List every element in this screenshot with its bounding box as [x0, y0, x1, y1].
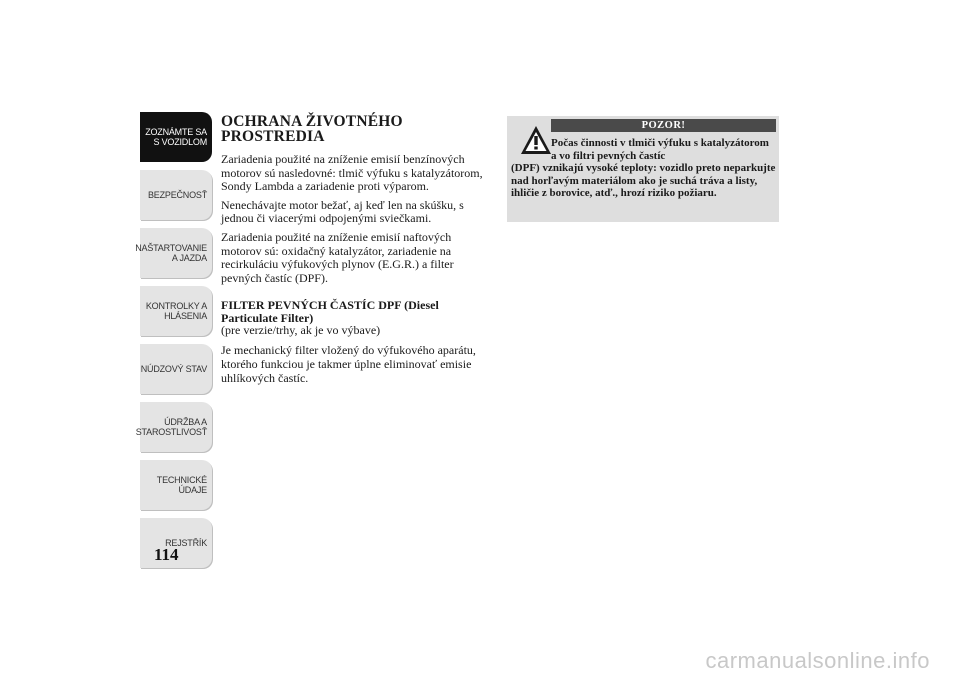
paragraph: Zariadenia použité na zníženie emisií benzínových motorov sú nasledovné: tlmič výfuku s katalyzátorom, Sondy Lambda a zariadenie proti výparom.	[221, 152, 483, 194]
warning-text	[511, 137, 777, 200]
tab-label: NAŠTARTOVANIE A JAZDA	[135, 243, 207, 263]
tab-zoznamte-sa[interactable]	[140, 112, 212, 162]
page-number: 114	[154, 545, 179, 564]
paragraph: Nenechávajte motor bežať, aj keď len na skúšku, s jednou či viacerými odpojenými sviečkami.	[221, 197, 464, 226]
tab-label: BEZPEČNOSŤ	[147, 190, 207, 200]
tab-label: TECHNICKÉ ÚDAJE	[156, 475, 207, 495]
tab-udrzba[interactable]	[135, 402, 212, 452]
warning-box	[507, 116, 779, 222]
warning-header: POZOR!	[551, 119, 776, 132]
paragraph: Zariadenia použité na zníženie emisií naftových motorov sú: oxidačný katalyzátor, zariadenie na recirkuláciu výfukových plynov (E.G.R.) a filter pevných častíc (DPF).	[221, 229, 454, 285]
tab-nudzovy-stav[interactable]	[140, 344, 212, 394]
section-title: OCHRANA ŽIVOTNÉHO PROSTREDIA	[221, 113, 403, 145]
tab-technicke-udaje[interactable]	[140, 460, 212, 510]
tab-label: REJSTŘÍK	[165, 538, 207, 548]
warning-body: (DPF) vznikajú vysoké teploty: vozidlo preto neparkujte nad horľavým materiálom ako je suchá tráva a listy, ihličie z borovice, atď., hrozí riziko požiaru.	[511, 162, 776, 200]
tab-label: NÚDZOVÝ STAV	[140, 364, 207, 374]
tab-nastartovanie[interactable]	[135, 228, 212, 278]
tab-label: KONTROLKY A HLÁSENIA	[145, 301, 207, 321]
tab-label: ZOZNÁMTE SA S VOZIDLOM	[145, 127, 207, 147]
watermark: carmanualsonline.info	[705, 648, 930, 673]
chapter-tabs	[135, 112, 212, 576]
tab-bezpecnost[interactable]	[140, 170, 212, 220]
main-column	[221, 114, 493, 390]
tab-label: ÚDRŽBA A STAROSTLIVOSŤ	[135, 417, 207, 437]
dpf-paragraph: Je mechanický filter vložený do výfukového aparátu, ktorého funkciou je takmer úplne eliminovať emisie uhlíkových častíc.	[221, 343, 476, 385]
dpf-subtitle: (pre verzie/trhy, ak je vo výbave)	[221, 323, 381, 338]
warning-lead: Počas činnosti v tlmiči výfuku s katalyzátorom a vo filtri pevných častíc	[551, 137, 769, 162]
dpf-title: FILTER PEVNÝCH ČASTÍC DPF (Diesel Particulate Filter)	[221, 298, 439, 325]
tab-kontrolky[interactable]	[140, 286, 212, 336]
